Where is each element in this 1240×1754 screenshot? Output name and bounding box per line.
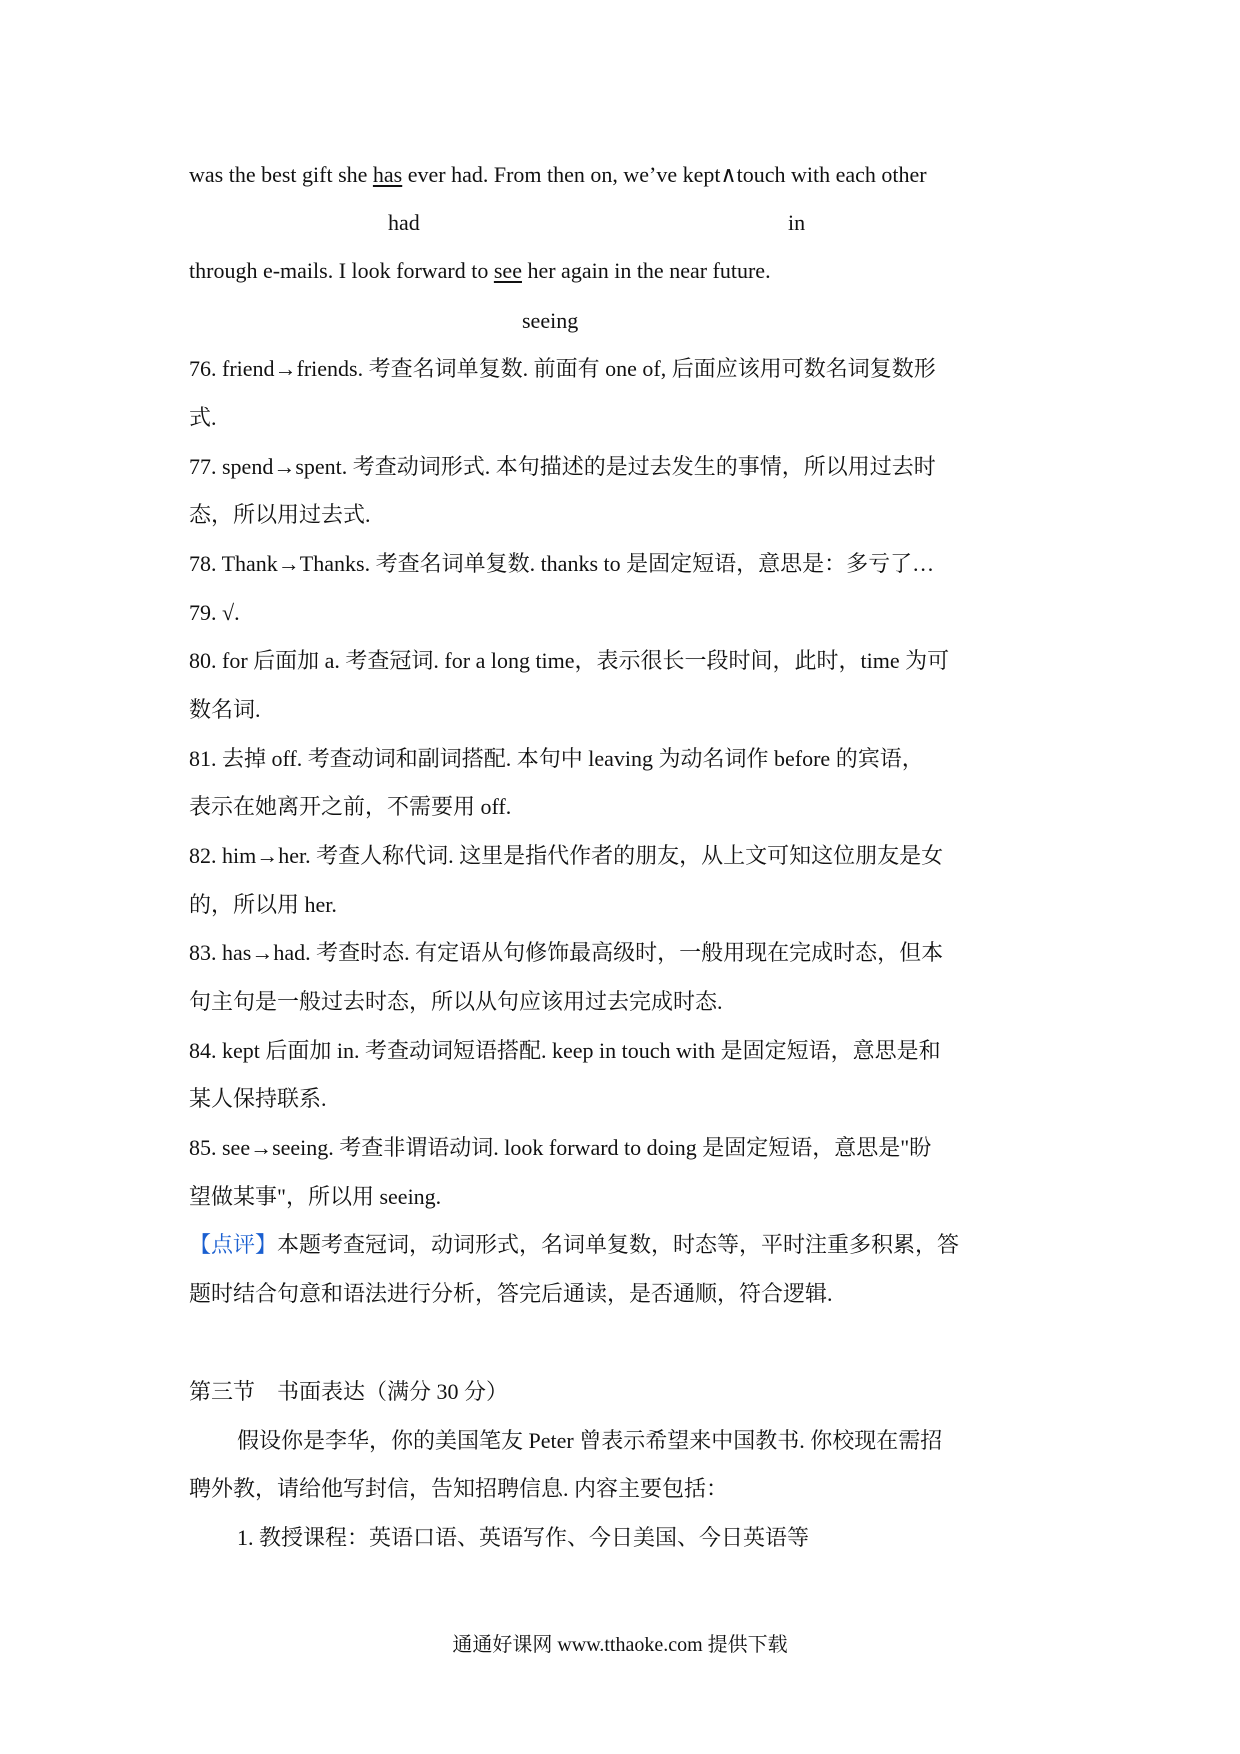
answer-line: 80. for 后面加 a. 考查冠词. for a long time，表示很长一段时间，此时，time 为可 bbox=[189, 648, 950, 673]
answer-line: 的，所以用 her. bbox=[189, 892, 337, 917]
answer-line: 78. Thank→Thanks. 考查名词单复数. thanks to 是固定短语，意思是：多亏了… bbox=[189, 551, 935, 576]
passage-text: ever had. From then on, we’ve kept bbox=[402, 162, 721, 187]
answer-line: 某人保持联系. bbox=[189, 1086, 327, 1111]
correction-seeing: seeing bbox=[522, 308, 579, 333]
answer-line: 79. √. bbox=[189, 600, 240, 625]
answer-line: 式. bbox=[189, 405, 217, 430]
answer-line: 态，所以用过去式. bbox=[189, 502, 371, 527]
section-paragraph: 聘外教，请给他写封信，告知招聘信息. 内容主要包括： bbox=[189, 1476, 729, 1501]
comment-text: 本题考查冠词，动词形式，名词单复数，时态等，平时注重多积累，答 bbox=[277, 1232, 960, 1257]
section-paragraph: 假设你是李华，你的美国笔友 Peter 曾表示希望来中国教书. 你校现在需招 bbox=[237, 1428, 943, 1453]
answer-line: 83. has→had. 考查时态. 有定语从句修饰最高级时，一般用现在完成时态，但本 bbox=[189, 940, 944, 965]
answer-line: 望做某事"，所以用 seeing. bbox=[189, 1184, 442, 1209]
answer-line: 81. 去掉 off. 考查动词和副词搭配. 本句中 leaving 为动名词作 before 的宾语， bbox=[189, 746, 924, 771]
answer-line: 表示在她离开之前，不需要用 off. bbox=[189, 794, 512, 819]
answer-line: 84. kept 后面加 in. 考查动词短语搭配. keep in touch with 是固定短语，意思是和 bbox=[189, 1038, 941, 1063]
answer-line: 数名词. bbox=[189, 697, 261, 722]
passage-line-1 bbox=[189, 160, 927, 190]
comment-tag: 【点评】 bbox=[189, 1232, 278, 1257]
insert-caret: ∧ bbox=[720, 162, 737, 187]
answer-line: 句主句是一般过去时态，所以从句应该用过去完成时态. bbox=[189, 989, 723, 1014]
correction-in: in bbox=[788, 210, 806, 235]
answer-line: 82. him→her. 考查人称代词. 这里是指代作者的朋友，从上文可知这位朋友是女 bbox=[189, 843, 944, 868]
passage-text: was the best gift she bbox=[189, 162, 373, 187]
page-footer: 通通好课网 www.tthaoke.com 提供下载 bbox=[452, 1634, 788, 1656]
comment-line-2: 题时结合句意和语法进行分析，答完后通读，是否通顺，符合逻辑. bbox=[189, 1281, 833, 1306]
comment-line-1 bbox=[189, 1230, 959, 1260]
passage-text: touch with each other bbox=[736, 162, 927, 187]
section-heading: 第三节 书面表达（满分 30 分） bbox=[189, 1379, 509, 1404]
error-word-see: see bbox=[493, 258, 522, 283]
answer-line: 76. friend→friends. 考查名词单复数. 前面有 one of, 后面应该用可数名词复数形 bbox=[189, 356, 936, 381]
correction-had: had bbox=[388, 210, 420, 235]
passage-text: through e-mails. I look forward to bbox=[189, 258, 494, 283]
passage-text: her again in the near future. bbox=[521, 258, 771, 283]
error-word-has: has bbox=[372, 162, 403, 187]
answer-line: 85. see→seeing. 考查非谓语动词. look forward to doing 是固定短语，意思是"盼 bbox=[189, 1135, 932, 1160]
passage-line-2 bbox=[189, 256, 771, 286]
answer-line: 77. spend→spent. 考查动词形式. 本句描述的是过去发生的事情，所以用过去时 bbox=[189, 454, 936, 479]
section-list-item: 1. 教授课程：英语口语、英语写作、今日美国、今日英语等 bbox=[237, 1525, 810, 1550]
